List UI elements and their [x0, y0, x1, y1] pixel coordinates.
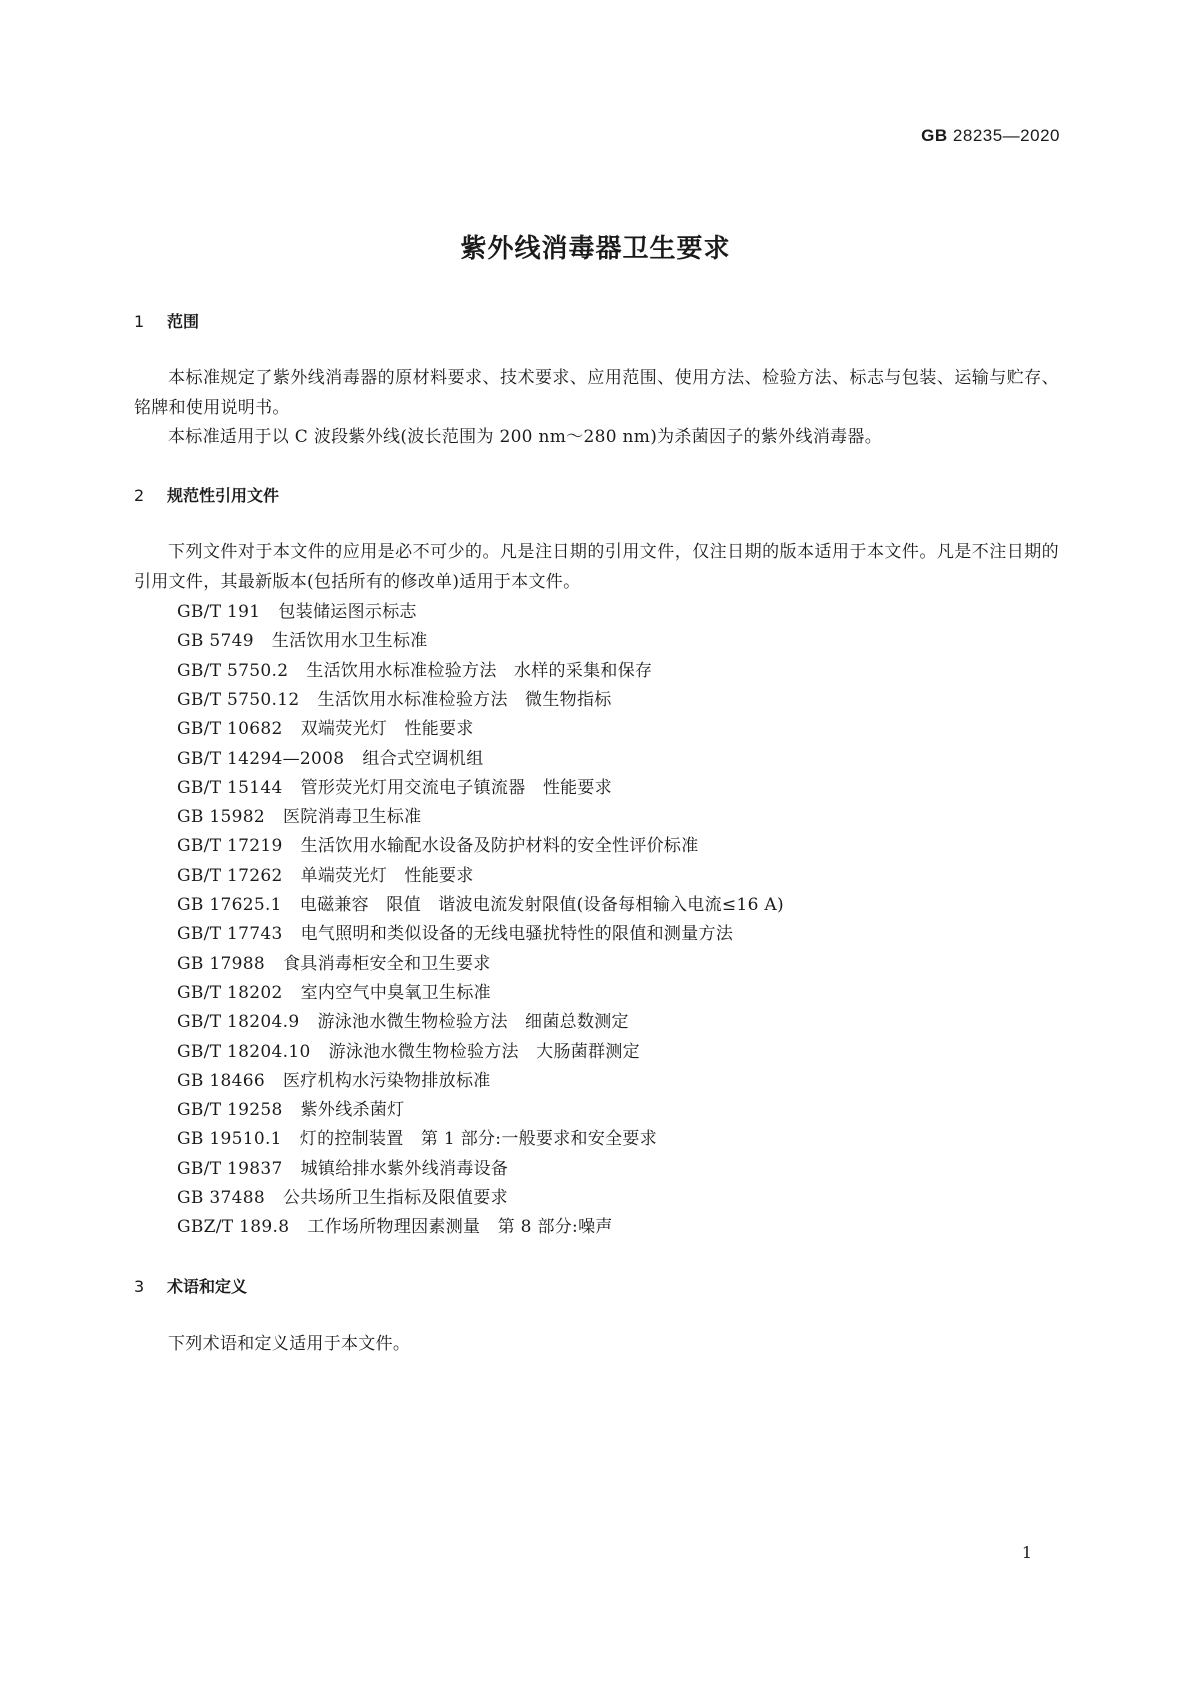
section-heading-normative-refs [134, 483, 279, 506]
reference-item [177, 626, 428, 651]
reference-code: GB/T 19837 [177, 1158, 283, 1179]
reference-item [177, 890, 784, 915]
reference-item [177, 949, 491, 974]
document-title: 紫外线消毒器卫生要求 [460, 234, 731, 264]
reference-title: 管形荧光灯用交流电子镇流器 性能要求 [300, 777, 613, 798]
reference-code: GB/T 17219 [177, 836, 283, 857]
reference-title: 公共场所卫生指标及限值要求 [282, 1188, 508, 1208]
reference-item [177, 685, 612, 710]
reference-title: 生活饮用水输配水设备及防护材料的安全性评价标准 [300, 836, 699, 857]
terms-intro: 下列术语和定义适用于本文件。 [168, 1334, 411, 1354]
standard-number: 28235—2020 [952, 126, 1060, 145]
reference-code: GB 17988 [177, 953, 265, 974]
reference-code: GB/T 10682 [177, 719, 283, 740]
section-heading-scope [134, 309, 199, 332]
reference-item [177, 1212, 613, 1237]
section-number: 1 [134, 312, 145, 331]
reference-code: GB/T 15144 [177, 777, 283, 798]
reference-item [177, 802, 421, 827]
reference-item [177, 1007, 629, 1032]
reference-code: GB 5749 [177, 631, 254, 652]
reference-title: 生活饮用水卫生标准 [271, 631, 428, 652]
reference-code: GB 15982 [177, 807, 265, 828]
reference-item [177, 1124, 657, 1149]
reference-title: 生活饮用水标准检验方法 微生物指标 [317, 689, 612, 710]
reference-title: 城镇给排水紫外线消毒设备 [300, 1158, 509, 1179]
reference-code: GB 37488 [177, 1188, 265, 1208]
reference-item [177, 1154, 508, 1179]
reference-title: 灯的控制装置 第 1 部分:一般要求和安全要求 [299, 1129, 658, 1150]
section-title: 规范性引用文件 [167, 486, 280, 505]
reference-item [177, 597, 417, 622]
reference-title: 游泳池水微生物检验方法 细菌总数测定 [317, 1012, 629, 1033]
reference-code: GB/T 17262 [177, 865, 283, 886]
reference-title: 工作场所物理因素测量 第 8 部分:噪声 [307, 1217, 613, 1238]
reference-code: GB/T 19258 [177, 1100, 283, 1121]
reference-item [177, 861, 474, 886]
page-number: 1 [1021, 1543, 1032, 1562]
reference-title: 游泳池水微生物检验方法 大肠菌群测定 [328, 1041, 640, 1062]
normative-refs-intro: 下列文件对于本文件的应用是必不可少的。凡是注日期的引用文件，仅注日期的版本适用于本文件。凡是不注日期的引用文件，其最新版本(包括所有的修改单)适用于本文件。 [134, 542, 1059, 592]
reference-title: 医疗机构水污染物排放标准 [282, 1070, 491, 1091]
section-title: 术语和定义 [167, 1277, 248, 1296]
reference-code: GB/T 18204.10 [177, 1041, 311, 1062]
reference-code: GB 18466 [177, 1070, 265, 1091]
reference-title: 电气照明和类似设备的无线电骚扰特性的限值和测量方法 [300, 924, 734, 945]
standard-code [921, 126, 1060, 146]
section-heading-terms [134, 1274, 247, 1297]
reference-title: 生活饮用水标准检验方法 水样的采集和保存 [306, 660, 653, 681]
reference-title: 单端荧光灯 性能要求 [300, 865, 474, 886]
reference-title: 双端荧光灯 性能要求 [300, 719, 474, 740]
section-number: 2 [134, 486, 145, 505]
reference-item [177, 978, 491, 1003]
reference-item [177, 831, 699, 856]
scope-paragraph-1: 本标准规定了紫外线消毒器的原材料要求、技术要求、应用范围、使用方法、检验方法、标志与包装、运输与贮存、铭牌和使用说明书。 [134, 368, 1059, 418]
reference-item [177, 1037, 640, 1062]
reference-code: GB 17625.1 [177, 895, 282, 915]
reference-title: 组合式空调机组 [362, 748, 484, 769]
reference-code: GB/T 18202 [177, 982, 283, 1003]
reference-item [177, 1183, 508, 1208]
reference-code: GB/T 18204.9 [177, 1012, 300, 1033]
standard-prefix: GB [921, 126, 948, 145]
reference-item [177, 656, 652, 681]
reference-item [177, 773, 612, 798]
reference-item [177, 1066, 491, 1091]
reference-code: GB/T 191 [177, 602, 261, 622]
section-number: 3 [134, 1277, 145, 1296]
reference-code: GB/T 5750.12 [177, 689, 300, 710]
reference-title: 包装储运图示标志 [278, 602, 417, 622]
reference-code: GB/T 5750.2 [177, 660, 289, 681]
section-title: 范围 [167, 312, 200, 331]
reference-title: 医院消毒卫生标准 [282, 807, 422, 828]
reference-code: GB 19510.1 [177, 1129, 282, 1150]
reference-title: 室内空气中臭氧卫生标准 [300, 982, 491, 1003]
scope-paragraph-2: 本标准适用于以 C 波段紫外线(波长范围为 200 nm～280 nm)为杀菌因子的紫外线消毒器。 [168, 427, 883, 447]
reference-title: 紫外线杀菌灯 [300, 1100, 405, 1121]
reference-title: 食具消毒柜安全和卫生要求 [282, 953, 491, 974]
reference-title: 电磁兼容 限值 谐波电流发射限值(设备每相输入电流≤16 A) [299, 895, 784, 915]
reference-code: GB/T 17743 [177, 924, 283, 945]
reference-code: GB/T 14294—2008 [177, 748, 345, 769]
reference-item [177, 744, 484, 769]
reference-code: GBZ/T 189.8 [177, 1217, 290, 1238]
reference-item [177, 919, 733, 944]
reference-item [177, 1095, 404, 1120]
reference-item [177, 714, 474, 739]
